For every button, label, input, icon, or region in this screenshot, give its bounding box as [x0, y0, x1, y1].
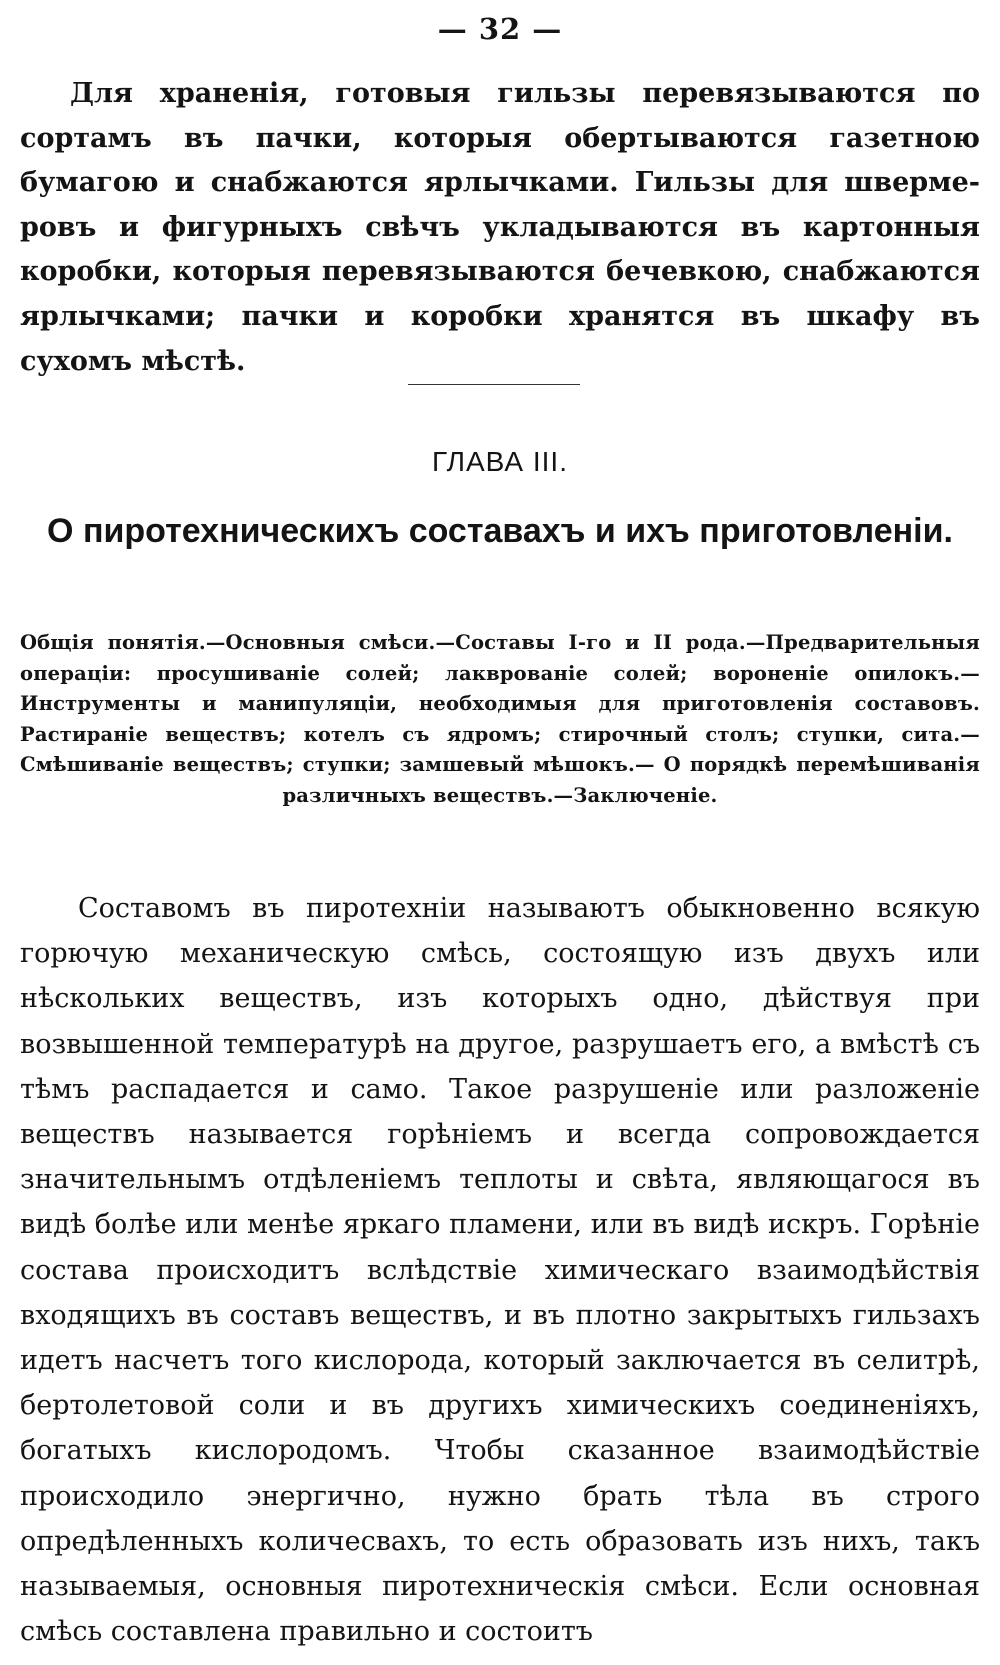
intro-paragraph-block [20, 72, 980, 384]
chapter-summary-block [20, 628, 980, 812]
section-divider [408, 384, 580, 385]
intro-paragraph: Для храненія, готовыя гильзы перевязываются по сортамъ въ пачки, которыя обертываются газетною бумагою и снабжаются ярлычками. Гильзы для швермеровъ и фигурныхъ свѣчъ укладываются въ картонныя коробки, которыя перевязываются бечевкою, снабжаются ярлычками; пачки и коробки хранятся въ шкафу въ сухомъ мѣстѣ. [20, 78, 980, 377]
body-paragraph-block [20, 886, 980, 1654]
chapter-label: ГЛАВА III. [432, 446, 568, 477]
body-paragraph: Составомъ въ пиротехніи называютъ обыкновенно всякую горючую механическую смѣсь, состоящую изъ двухъ или нѣскольких веществъ, изъ которыхъ одно, дѣйствуя при возвышенной температурѣ на другое, разрушаетъ его, а вмѣстѣ съ тѣмъ распадается и само. Такое разрушеніе или разложеніе веществъ называется горѣніемъ и всегда сопровождается значительнымъ отдѣленіемъ теплоты и свѣта, являющагося въ видѣ болѣе или менѣе яркаго пламени, или въ видѣ искръ. Горѣніе состава происходитъ вслѣдствіе химическаго взаимодѣйствія входящихъ въ составъ веществъ, и въ плотно закрытыхъ гильзахъ идетъ насчетъ того кислорода, который заключается въ селитрѣ, бертолетовой соли и въ другихъ химическихъ соединеніяхъ, богатыхъ кислородомъ. Чтобы сказанное взаимодѣйствіе происходило энергично, нужно брать тѣла въ строго опредѣленныхъ количесвахъ, то есть образовать изъ нихъ, такъ называемыя, основныя пиротехническія смѣси. Если основная смѣсь составлена правильно и состоитъ [20, 893, 980, 1648]
chapter-title: О пиротехническихъ составахъ и ихъ приготовленіи. [47, 512, 953, 550]
chapter-summary: Общія понятія.—Основныя смѣси.—Составы I-го и II рода.—Предварительныя операціи: просушиваніе солей; лакврованіе солей; вороненіе опилокъ.—Инструменты и манипуляціи, необходимыя для приготовленія составовъ. Растираніе веществъ; котелъ съ ядромъ; стирочный столъ; ступки, сита.—Смѣшиваніе веществъ; ступки; замшевый мѣшокъ.— О порядкѣ перемѣшиванія различныхъ веществъ.—Заключеніе. [20, 631, 980, 807]
page-number: — 32 — [437, 12, 563, 46]
